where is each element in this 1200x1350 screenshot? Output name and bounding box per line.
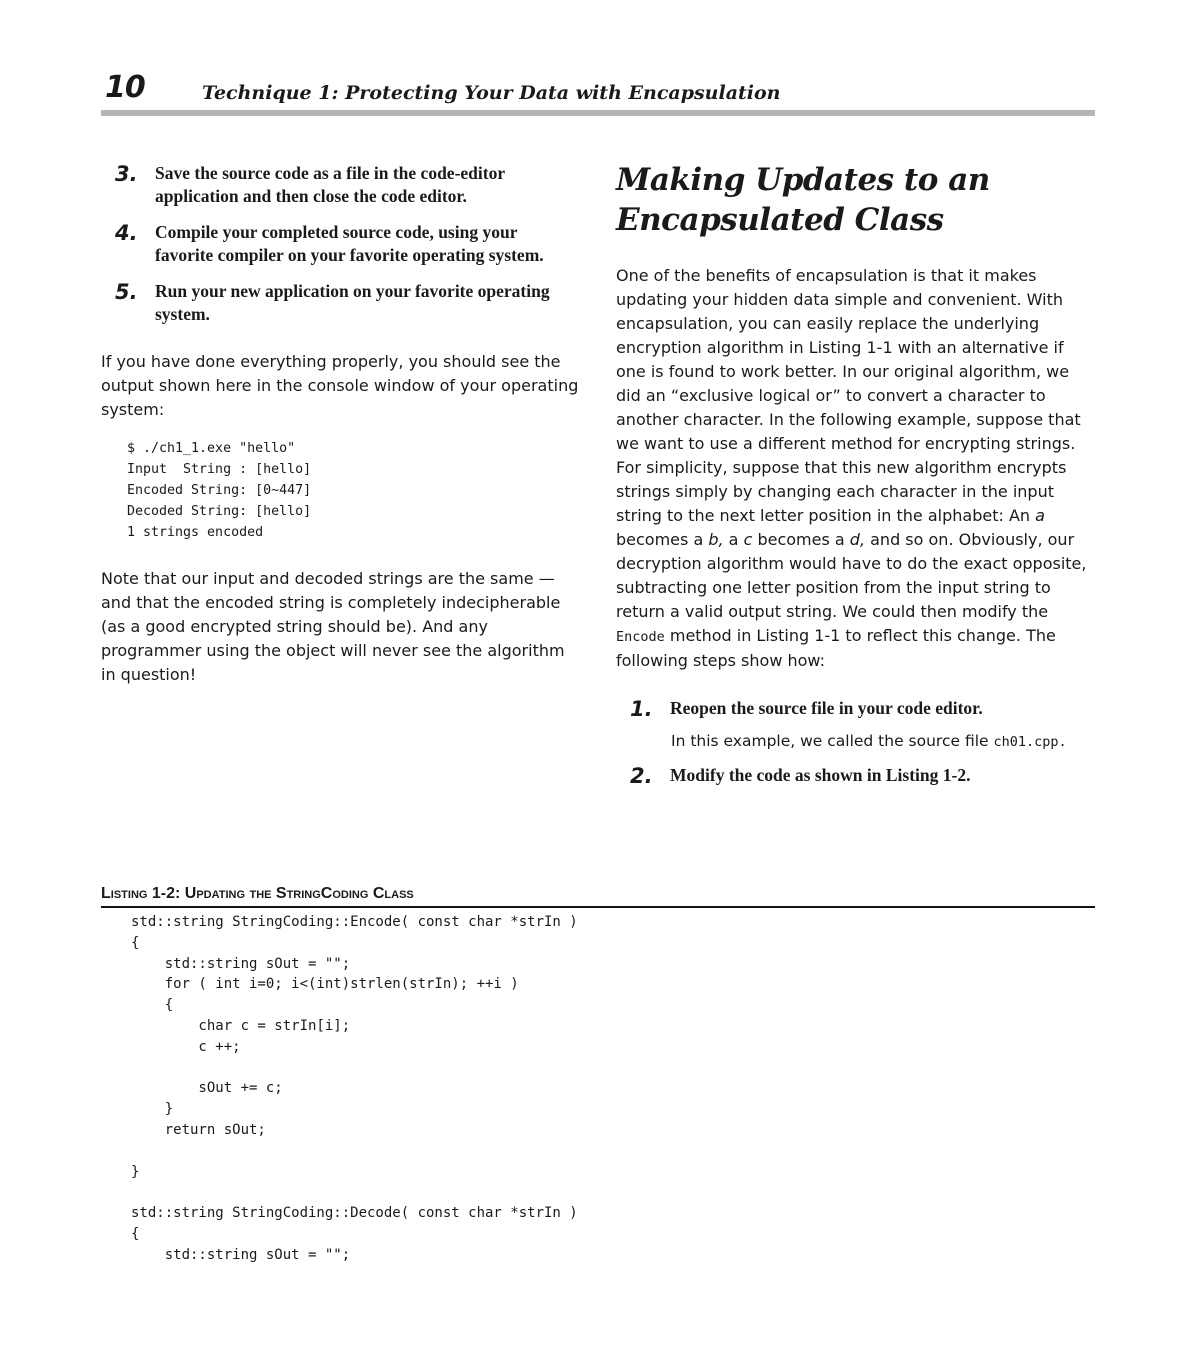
encode-method-code: Encode	[616, 629, 665, 645]
step-2	[616, 764, 1096, 788]
listing-code-block: std::string StringCoding::Encode( const char *strIn ) { std::string sOut = ""; for ( int i=0; i<(int)strlen(strIn); ++i ) { char c = strIn[i]; c ++; sOut += c; } return sOut; } std::string StringCoding::Decode( const char *strIn ) { std::string sOut = "";	[131, 914, 578, 1263]
step-number: 4.	[115, 221, 138, 245]
running-title: Technique 1: Protecting Your Data with Encapsulation	[202, 82, 781, 104]
console-output-block: $ ./ch1_1.exe "hello" Input String : [hello] Encoded String: [0~447] Decoded String: [hello] 1 strings encoded	[127, 441, 312, 540]
step-text: Run your new application on your favorite operating system.	[155, 281, 550, 324]
paragraph-output-intro: If you have done everything properly, you should see the output shown here in the console window of your operating system:	[101, 352, 579, 419]
source-filename: ch01.cpp.	[993, 734, 1067, 750]
step-1	[616, 697, 1096, 721]
letter-b: b,	[708, 530, 724, 549]
paragraph-text: a	[723, 530, 744, 549]
paragraph-text: becomes a	[752, 530, 850, 549]
left-column	[101, 162, 579, 687]
page-number: 10	[105, 70, 145, 105]
step-number: 2.	[630, 764, 653, 788]
paragraph-text: and so on. Obviously, our decryption algorithm would have to do the exact opposite, subtracting one letter position from the input string to return a valid output string. We could then modify the	[616, 530, 1087, 621]
listing-1-2	[101, 882, 1095, 1266]
header-rule	[101, 110, 1095, 116]
listing-caption: Listing 1-2: Updating the StringCoding Class	[101, 885, 414, 902]
step-3	[101, 162, 579, 208]
page-header	[101, 70, 1095, 116]
letter-c: c	[743, 530, 753, 549]
step-4	[101, 221, 579, 267]
step-text: Modify the code as shown in Listing 1-2.	[670, 765, 971, 785]
letter-d: d,	[849, 530, 866, 549]
step-text: Reopen the source file in your code editor.	[670, 698, 983, 718]
step-number: 1.	[630, 697, 653, 721]
substep-text	[671, 729, 1096, 754]
step-number: 3.	[115, 162, 138, 186]
paragraph-text: method in Listing 1-1 to reflect this change. The following steps show how:	[616, 626, 1056, 670]
step-text: Save the source code as a file in the code-editor application and then close the code editor.	[155, 163, 505, 206]
paragraph-updates	[616, 264, 1096, 673]
listing-rule	[101, 906, 1095, 908]
step-5	[101, 280, 579, 326]
right-column	[616, 160, 1096, 801]
substep-sentence: In this example, we called the source file	[671, 732, 994, 750]
letter-a: a	[1035, 506, 1045, 525]
step-number: 5.	[115, 280, 138, 304]
paragraph-text: becomes a	[616, 530, 709, 549]
step-text: Compile your completed source code, using your favorite compiler on your favorite operating system.	[155, 222, 544, 265]
paragraph-note: Note that our input and decoded strings are the same — and that the encoded string is completely indecipherable (as a good encrypted string should be). And any programmer using the object will never see the algorithm in question!	[101, 569, 565, 684]
paragraph-text: One of the benefits of encapsulation is that it makes updating your hidden data simple and convenient. With encapsulation, you can easily replace the underlying encryption algorithm in Listing 1-1 with an alternative if one is found to work better. In our original algorithm, we did an “exclusive logical or” to convert a character to another character. In the following example, suppose that we want to use a different method for encrypting strings. For simplicity, suppose that this new algorithm encrypts strings simply by changing each character in the input string to the next letter position in the alphabet: An	[616, 266, 1081, 525]
section-heading: Making Updates to an Encapsulated Class	[616, 162, 990, 238]
